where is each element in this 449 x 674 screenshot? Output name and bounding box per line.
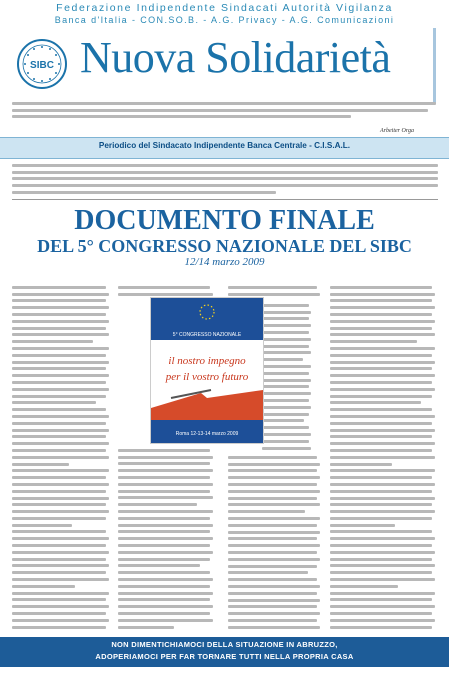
text-line bbox=[262, 331, 309, 334]
text-line bbox=[330, 476, 432, 479]
text-line bbox=[228, 537, 317, 540]
text-line bbox=[12, 524, 72, 527]
text-line bbox=[118, 462, 210, 465]
text-line bbox=[330, 524, 395, 527]
text-line bbox=[12, 395, 106, 398]
text-line bbox=[330, 429, 435, 432]
text-line bbox=[12, 449, 106, 452]
divider bbox=[12, 199, 438, 200]
text-line bbox=[12, 456, 109, 459]
text-line bbox=[262, 324, 311, 327]
text-line bbox=[330, 571, 432, 574]
text-line bbox=[12, 469, 109, 472]
text-line bbox=[330, 483, 435, 486]
text-line bbox=[118, 578, 213, 581]
text-line bbox=[330, 558, 432, 561]
text-line bbox=[330, 469, 435, 472]
text-line bbox=[12, 490, 106, 493]
text-line bbox=[118, 524, 213, 527]
text-line bbox=[330, 626, 432, 629]
congress-poster bbox=[150, 297, 264, 444]
text-line bbox=[330, 605, 435, 608]
text-line bbox=[228, 558, 320, 561]
text-line bbox=[262, 311, 311, 314]
text-line bbox=[330, 490, 432, 493]
text-line bbox=[330, 388, 435, 391]
text-line bbox=[262, 447, 311, 450]
text-line bbox=[118, 517, 210, 520]
text-line bbox=[330, 517, 432, 520]
text-line bbox=[12, 415, 109, 418]
text-line bbox=[118, 503, 197, 506]
text-line bbox=[12, 401, 96, 404]
text-line bbox=[330, 544, 432, 547]
text-line bbox=[330, 503, 432, 506]
text-line bbox=[330, 612, 432, 615]
text-line bbox=[118, 293, 213, 296]
text-line bbox=[262, 392, 311, 395]
text-line bbox=[12, 605, 109, 608]
quote-author: Arbeiter Orga bbox=[380, 128, 414, 134]
text-line bbox=[228, 592, 317, 595]
masthead-title: Nuova Solidarietà bbox=[80, 33, 391, 82]
text-line bbox=[330, 530, 432, 533]
text-line bbox=[330, 320, 435, 323]
svg-text:il nostro impegno: il nostro impegno bbox=[168, 355, 246, 367]
intro-paragraph bbox=[12, 160, 438, 198]
text-line bbox=[118, 449, 210, 452]
text-line bbox=[228, 585, 320, 588]
text-line bbox=[118, 612, 210, 615]
text-line bbox=[228, 456, 317, 459]
text-line bbox=[118, 537, 213, 540]
periodical-band-text: Periodico del Sindacato Indipendente Banca Centrale - C.I.S.A.L. bbox=[98, 141, 351, 150]
text-line bbox=[228, 483, 317, 486]
text-line bbox=[118, 469, 213, 472]
sibc-logo bbox=[16, 38, 68, 90]
text-line bbox=[330, 564, 435, 567]
svg-text:5° CONGRESSO NAZIONALE: 5° CONGRESSO NAZIONALE bbox=[172, 332, 242, 338]
text-line bbox=[330, 449, 432, 452]
text-line bbox=[262, 379, 311, 382]
text-line bbox=[12, 299, 106, 302]
text-line bbox=[118, 456, 213, 459]
text-line bbox=[262, 372, 309, 375]
text-line bbox=[262, 406, 311, 409]
text-line bbox=[330, 442, 435, 445]
text-line bbox=[228, 503, 320, 506]
text-line bbox=[330, 619, 435, 622]
text-line bbox=[118, 558, 210, 561]
text-line bbox=[12, 286, 106, 289]
text-line bbox=[330, 463, 392, 466]
text-line bbox=[330, 598, 432, 601]
text-line bbox=[12, 510, 109, 513]
text-line bbox=[228, 293, 320, 296]
text-line bbox=[330, 381, 432, 384]
text-line bbox=[262, 426, 309, 429]
text-line bbox=[12, 497, 109, 500]
text-line bbox=[12, 551, 109, 554]
text-line bbox=[12, 598, 106, 601]
text-line bbox=[12, 435, 106, 438]
text-line bbox=[118, 496, 213, 499]
text-line bbox=[262, 317, 309, 320]
text-line bbox=[330, 435, 432, 438]
text-line bbox=[330, 551, 435, 554]
text-line bbox=[330, 422, 432, 425]
text-line bbox=[228, 565, 317, 568]
text-line bbox=[228, 605, 317, 608]
text-line bbox=[12, 293, 109, 296]
svg-text:Roma 12-13-14 marzo 2009: Roma 12-13-14 marzo 2009 bbox=[175, 431, 239, 437]
text-line bbox=[12, 381, 106, 384]
text-line bbox=[12, 374, 109, 377]
text-line bbox=[118, 605, 213, 608]
text-line bbox=[12, 626, 106, 629]
text-line bbox=[12, 422, 106, 425]
headline-dates: 12/14 marzo 2009 bbox=[184, 256, 265, 268]
text-line bbox=[12, 320, 109, 323]
text-line bbox=[262, 365, 311, 368]
text-line bbox=[262, 419, 304, 422]
text-line bbox=[12, 592, 109, 595]
text-line bbox=[118, 490, 210, 493]
text-line bbox=[330, 333, 435, 336]
headline-title: DOCUMENTO FINALE bbox=[74, 205, 375, 236]
text-line bbox=[228, 490, 320, 493]
text-line bbox=[228, 476, 320, 479]
text-line bbox=[262, 433, 311, 436]
text-line bbox=[228, 517, 320, 520]
text-line bbox=[118, 510, 213, 513]
text-line bbox=[12, 463, 69, 466]
text-line bbox=[12, 429, 109, 432]
text-line bbox=[12, 333, 109, 336]
text-line bbox=[330, 497, 435, 500]
text-line bbox=[330, 327, 432, 330]
text-line bbox=[228, 497, 317, 500]
text-line bbox=[118, 619, 213, 622]
text-line bbox=[262, 351, 311, 354]
text-line bbox=[228, 619, 317, 622]
text-line bbox=[228, 544, 320, 547]
text-line bbox=[330, 293, 435, 296]
text-line bbox=[228, 510, 305, 513]
svg-text:per il vostro futuro: per il vostro futuro bbox=[165, 371, 249, 383]
text-line bbox=[330, 592, 435, 595]
text-line bbox=[118, 592, 213, 595]
quote-block bbox=[12, 98, 436, 122]
text-line bbox=[12, 367, 106, 370]
headline-subtitle: DEL 5° CONGRESSO NAZIONALE DEL SIBC bbox=[37, 236, 412, 256]
svg-text:SIBC: SIBC bbox=[30, 60, 54, 71]
text-line bbox=[12, 347, 109, 350]
text-line bbox=[118, 571, 210, 574]
text-line bbox=[118, 564, 200, 567]
text-line bbox=[330, 347, 435, 350]
text-line bbox=[12, 442, 109, 445]
text-line bbox=[12, 619, 109, 622]
text-line bbox=[262, 399, 309, 402]
text-line bbox=[12, 483, 109, 486]
text-line bbox=[12, 388, 109, 391]
footer-line2: ADOPERIAMOCI PER FAR TORNARE TUTTI NELLA PROPRIA CASA bbox=[95, 652, 354, 661]
text-line bbox=[12, 517, 106, 520]
text-line bbox=[262, 358, 303, 361]
body-column-4 bbox=[330, 282, 438, 634]
text-line bbox=[228, 463, 320, 466]
text-line bbox=[330, 361, 435, 364]
text-line bbox=[262, 345, 309, 348]
text-line bbox=[330, 286, 432, 289]
text-line bbox=[12, 537, 109, 540]
text-line bbox=[330, 585, 398, 588]
text-line bbox=[330, 415, 435, 418]
body-column-2 bbox=[118, 445, 216, 633]
text-line bbox=[330, 367, 432, 370]
text-line bbox=[12, 544, 106, 547]
side-vertical-text bbox=[430, 26, 440, 106]
text-line bbox=[12, 313, 106, 316]
text-line bbox=[118, 626, 174, 629]
text-line bbox=[118, 286, 210, 289]
text-line bbox=[118, 483, 213, 486]
text-line bbox=[330, 340, 417, 343]
text-line bbox=[330, 408, 432, 411]
text-line bbox=[330, 456, 435, 459]
text-line bbox=[12, 571, 106, 574]
text-line bbox=[262, 440, 309, 443]
text-line bbox=[330, 354, 432, 357]
text-line bbox=[118, 544, 210, 547]
text-line bbox=[228, 286, 317, 289]
text-line bbox=[118, 476, 210, 479]
text-line bbox=[12, 578, 109, 581]
text-line bbox=[330, 306, 435, 309]
text-line bbox=[118, 551, 213, 554]
text-line bbox=[330, 401, 421, 404]
text-line bbox=[118, 598, 210, 601]
text-line bbox=[228, 612, 320, 615]
text-line bbox=[12, 408, 106, 411]
text-line bbox=[12, 327, 106, 330]
text-line bbox=[12, 340, 93, 343]
text-line bbox=[118, 530, 210, 533]
text-line bbox=[12, 612, 106, 615]
text-line bbox=[228, 469, 317, 472]
text-line bbox=[262, 304, 309, 307]
text-line bbox=[262, 385, 309, 388]
federation-members: Banca d'Italia - CON.SO.B. - A.G. Privacy - A.G. Comunicazioni bbox=[54, 15, 395, 25]
body-column-1 bbox=[12, 282, 112, 634]
text-line bbox=[330, 510, 435, 513]
text-line bbox=[330, 313, 432, 316]
text-line bbox=[228, 524, 317, 527]
text-line bbox=[262, 338, 311, 341]
text-line bbox=[330, 537, 435, 540]
text-line bbox=[262, 413, 309, 416]
text-line bbox=[228, 578, 317, 581]
text-line bbox=[12, 503, 106, 506]
text-line bbox=[12, 476, 106, 479]
text-line bbox=[12, 585, 75, 588]
text-line bbox=[330, 578, 435, 581]
text-line bbox=[12, 530, 106, 533]
text-line bbox=[12, 361, 109, 364]
text-line bbox=[330, 395, 432, 398]
text-line bbox=[228, 551, 317, 554]
text-line bbox=[12, 564, 109, 567]
text-line bbox=[330, 374, 435, 377]
text-line bbox=[228, 571, 308, 574]
body-column-3a bbox=[262, 300, 312, 450]
text-line bbox=[228, 626, 320, 629]
text-line bbox=[118, 585, 210, 588]
text-line bbox=[228, 599, 320, 602]
text-line bbox=[228, 531, 320, 534]
federation-title: Federazione Indipendente Sindacati Autorità Vigilanza bbox=[56, 2, 393, 14]
text-line bbox=[12, 558, 106, 561]
body-column-3 bbox=[228, 452, 323, 633]
text-line bbox=[12, 306, 109, 309]
footer-line1: NON DIMENTICHIAMOCI DELLA SITUAZIONE IN ABRUZZO, bbox=[111, 640, 338, 649]
text-line bbox=[330, 299, 432, 302]
text-line bbox=[12, 354, 106, 357]
